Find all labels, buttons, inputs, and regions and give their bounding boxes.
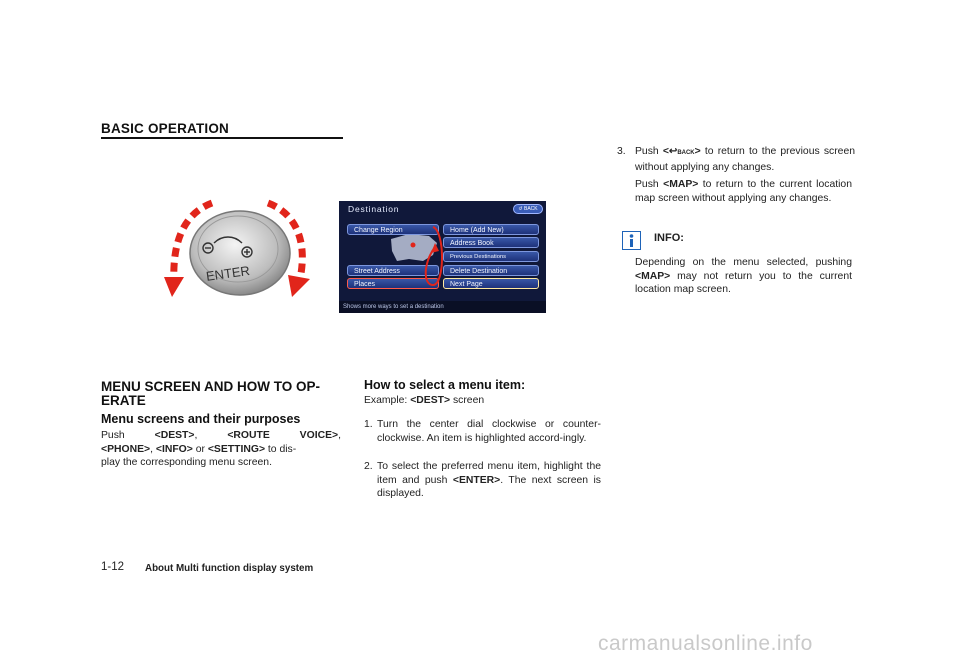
watermark-text: carmanualsonline.info: [598, 632, 813, 655]
info-icon: [622, 231, 641, 250]
screen-right-button-4: Delete Destination: [443, 265, 539, 276]
menu-screen-heading: MENU SCREEN AND HOW TO OP- ERATE: [101, 379, 321, 408]
section-rule: [101, 137, 343, 139]
screen-title: Destination: [348, 204, 400, 214]
back-icon: ↩: [668, 146, 678, 157]
control-dial-illustration: [160, 195, 320, 305]
example-line: Example: <DEST> screen: [364, 395, 485, 406]
screen-left-button-3: Places: [347, 278, 439, 289]
page-number: 1-12: [101, 561, 125, 573]
screen-right-button-3: Previous Destinations: [443, 251, 539, 262]
screen-back-button: ↺ BACK: [513, 204, 543, 214]
section-title: BASIC OPERATION: [101, 121, 230, 136]
screen-left-button-1: Change Region: [347, 224, 439, 235]
screen-right-button-5: Next Page: [443, 278, 539, 289]
select-menu-item-heading: How to select a menu item:: [364, 378, 526, 392]
menu-screens-paragraph: Push <DEST>, <ROUTE VOICE>, <PHONE>, <INFO> or <SETTING> to dis- play the corresponding menu screen.: [101, 430, 341, 469]
menu-screens-subheading: Menu screens and their purposes: [101, 412, 301, 426]
screen-right-button-1: Home (Add New): [443, 224, 539, 235]
screen-left-button-2: Street Address: [347, 265, 439, 276]
screen-right-button-2: Address Book: [443, 237, 539, 248]
step-3-map-paragraph: Push <MAP> to return to the current location map screen without applying any changes.: [635, 179, 852, 204]
info-paragraph: Depending on the menu selected, pushing <MAP> may not return you to the current location map screen.: [635, 257, 852, 296]
footer-chapter-title: About Multi function display system: [145, 563, 314, 574]
info-label: INFO:: [654, 232, 684, 244]
dial-enter-label: ENTER: [205, 262, 251, 284]
screen-status-bar: Shows more ways to set a destination: [339, 301, 546, 313]
selection-path-arrow-icon: [417, 223, 457, 295]
destination-screen-illustration: [339, 201, 546, 313]
